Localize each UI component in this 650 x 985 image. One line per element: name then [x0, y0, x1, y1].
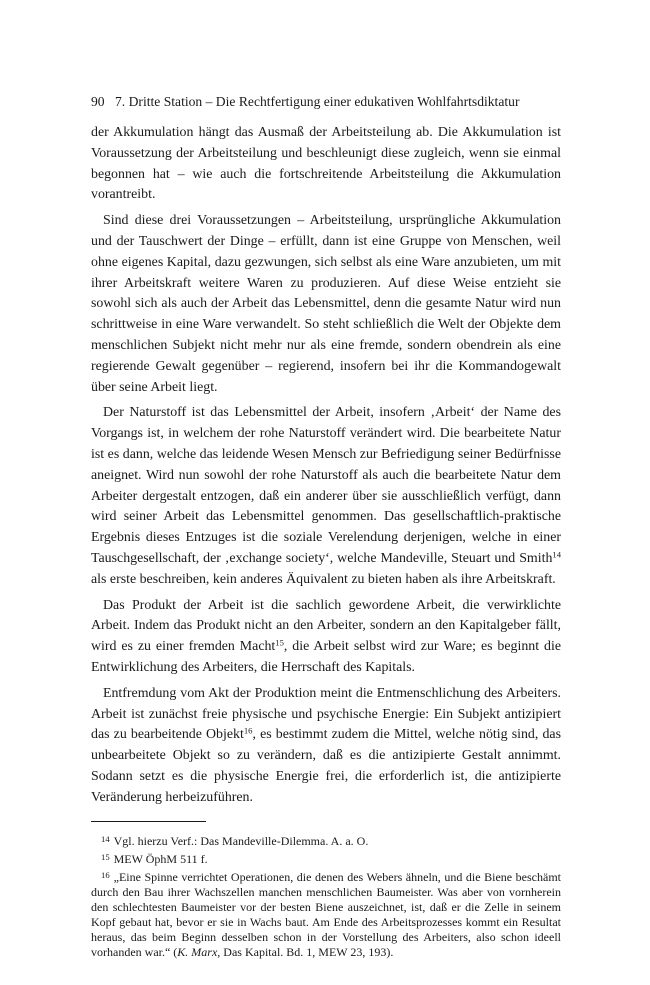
running-header: [91, 93, 561, 111]
footnote-divider: [91, 821, 206, 822]
paragraph: [91, 596, 561, 679]
body-text: [91, 123, 561, 809]
running-title: 7. Dritte Station – Die Rechtfertigung einer edukativen Wohlfahrtsdiktatur: [115, 94, 520, 109]
paragraph: [91, 211, 561, 398]
paragraph-text: Das Produkt der Arbeit ist die sachlich gewordene Arbeit, die verwirklichte Arbeit. Indem das Produkt nicht an den Arbeiter, sondern an den Kapitalgeber fällt, wird es zu einer fremden Macht: [91, 597, 561, 655]
paragraph-text: Sind diese drei Voraussetzungen – Arbeitsteilung, ursprüngliche Akkumulation und der Tauschwert der Dinge – erfüllt, dann ist eine Gruppe von Menschen, weil ohne eigenes Kapital, dazu gezwungen, sich selbst als eine Ware anzubieten, um mit ihrer Arbeitskraft weitere Waren zu produzieren. Auf diese Weise entzieht sie sowohl sich als auch der Arbeit das Lebensmittel, denn die gesamte Natur wird nun schrittweise in eine Ware verwandelt. So steht schließlich die Welt der Objekte dem menschlichen Subjekt nicht mehr nur als eine fremde, sondern obendrein als eine regierende Gewalt gegenüber – regierend, insofern bei ihr die Kommandogewalt über seine Arbeit liegt.: [91, 213, 561, 395]
footnote: [91, 850, 561, 867]
paragraph-text: der Akkumulation hängt das Ausmaß der Arbeitsteilung ab. Die Akkumulation ist Voraussetzung der Arbeitsteilung und beschleunigt diese zugleich, wenn sie einmal begonnen hat – wie auch die fortschreitende Arbeitsteilung die Akkumulation vorantreibt.: [91, 125, 561, 203]
footnote-ref[interactable]: 16: [243, 725, 253, 736]
paragraph: [91, 684, 561, 809]
footnote-text: Das Kapital. Bd. 1, MEW 23, 193).: [220, 944, 394, 959]
paragraph-text: Der Naturstoff ist das Lebensmittel der Arbeit, insofern ‚Arbeit‘ der Name des Vorgangs ist, in welchem der rohe Naturstoff verändert wird. Die bearbeitete Natur ist es dann, welche das leidende Wesen Mensch zur Befriedigung seiner Bedürfnisse aneignet. Wird nun sowohl der rohe Naturstoff als auch die bearbeitete Natur dem Arbeiter dergestalt entzogen, daß ein anderer über sie ausschließlich verfügt, dann wird seiner Arbeit das Lebensmittel genommen. Das gesellschaftlich-praktische Ergebnis dieses Entzuges ist die soziale Verelendung derjenigen, welche in einer Tauschgesellschaft, der ‚exchange society‘, welche Mandeville, Steuart und Smith: [91, 405, 561, 566]
footnote-text: Vgl. hierzu Verf.: Das Mandeville-Dilemma. A. a. O.: [113, 833, 369, 848]
page-number: 90: [91, 94, 105, 109]
footnote: [91, 868, 561, 960]
paragraph-text: als erste beschreiben, kein anderes Äquivalent zu bieten haben als ihre Arbeitskraft.: [91, 571, 556, 587]
paragraph-text: , die Arbeit selbst wird zur Ware; es beginnt die Entwirklichung des Arbeiters, die Herrschaft des Kapitals.: [91, 639, 561, 675]
paragraph: [91, 403, 561, 590]
paragraph-text: , es bestimmt zudem die Mittel, welche nötig sind, das unbearbeitete Objekt so zu verändern, daß es die antizipierte Gestalt annimmt. Sodann setzt es die physische Energie frei, die erforderlich ist, die antizipierte Veränderung herbeizuführen.: [91, 727, 561, 805]
footnote-number: 14: [101, 833, 110, 844]
footnote-number: 15: [101, 851, 110, 862]
footnote-author: K. Marx,: [177, 944, 221, 959]
footnote-text: MEW ÖphM 511 f.: [113, 851, 208, 866]
footnote-text: „Eine Spinne verrichtet Operationen, die denen des Webers ähneln, und die Biene beschämt durch den Bau ihrer Wachszellen manchen menschlichen Baumeister. Was aber von vornherein den schlechtesten Baumeister vor der besten Biene auszeichnet, ist, daß er die Zelle in seinem Kopf gebaut hat, bevor er sie in Wachs baut. Am Ende des Arbeitsprozesses kommt ein Resultat heraus, das beim Beginn desselben schon in der Vorstellung des Arbeiters, also schon ideell vorhanden war.“ (: [91, 869, 561, 959]
paragraph: [91, 123, 561, 206]
footnote: [91, 832, 561, 849]
paragraph-text: Entfremdung vom Akt der Produktion meint die Entmenschlichung des Arbeiters. Arbeit ist zunächst freie physische und psychische Energie: Ein Subjekt antizipiert das zu bearbeitende Objekt: [91, 685, 561, 743]
footnote-ref[interactable]: 14: [552, 549, 561, 560]
footnotes: [91, 832, 561, 960]
book-page: [91, 93, 561, 961]
footnote-number: 16: [101, 869, 110, 880]
footnote-ref[interactable]: 15: [275, 637, 284, 648]
